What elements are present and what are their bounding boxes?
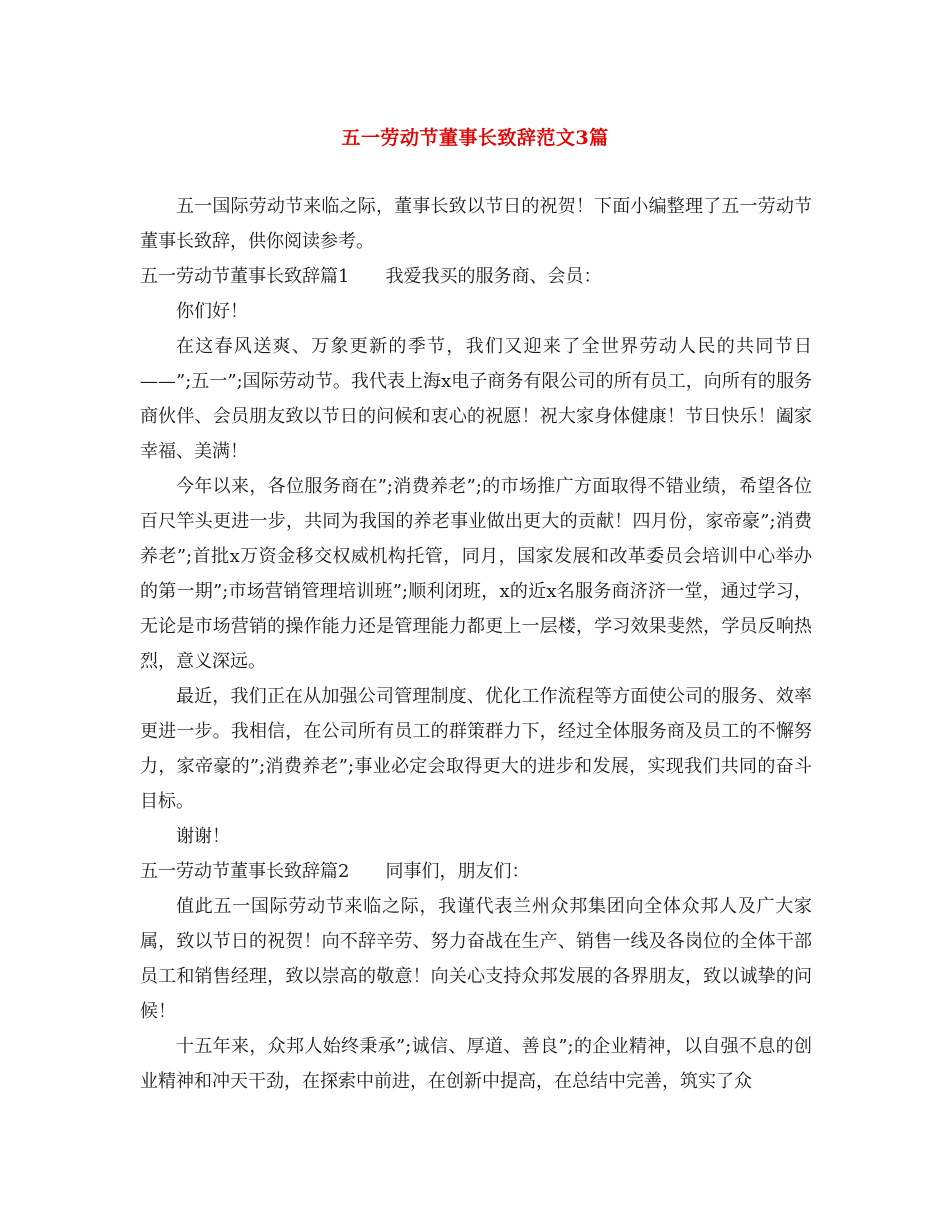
speech1-paragraph: 在这春风送爽、万象更新的季节，我们又迎来了全世界劳动人民的共同节日——”;五一”;国际劳动节。我代表上海x电子商务有限公司的所有员工，向所有的服务商伙伴、会员朋友致以节日的问候和衷心的祝愿！祝大家身体健康！节日快乐！阖家幸福、美满！	[140, 336, 812, 462]
speech1-heading-line	[140, 259, 812, 294]
speech1-heading: 五一劳动节董事长致辞篇1	[140, 266, 350, 287]
speech2-paragraph: 十五年来，众邦人始终秉承”;诚信、厚道、善良”;的企业精神，以自强不息的创业精神和冲天干劲，在探索中前进，在创新中提高，在总结中完善，筑实了众	[140, 1036, 812, 1092]
speech1-paragraph: 今年以来，各位服务商在”;消费养老”;的市场推广方面取得不错业绩，希望各位百尺竿头更进一步，共同为我国的养老事业做出更大的贡献！四月份，家帝豪”;消费养老”;首批x万资金移交权威机构托管，同月，国家发展和改革委员会培训中心举办的第一期”;市场营销管理培训班”;顺利闭班，x的近x名服务商济济一堂，通过学习，无论是市场营销的操作能力还是管理能力都更上一层楼，学习效果斐然，学员反响热烈，意义深远。	[140, 476, 812, 672]
speech1-closing: 谢谢！	[176, 826, 230, 847]
speech1-salutation: 我爱我买的服务商、会员：	[385, 266, 602, 287]
speech2-salutation: 同事们，朋友们：	[385, 861, 530, 882]
document-title: 五一劳动节董事长致辞范文3篇	[341, 127, 609, 149]
document-body	[140, 189, 812, 1099]
speech1-greeting: 你们好！	[176, 301, 248, 322]
speech2-heading-line	[140, 854, 812, 889]
speech2-paragraph: 值此五一国际劳动节来临之际，我谨代表兰州众邦集团向全体众邦人及广大家属，致以节日的祝贺！向不辞辛劳、努力奋战在生产、销售一线及各岗位的全体干部员工和销售经理，致以崇高的敬意！向关心支持众邦发展的各界朋友，致以诚挚的问候！	[140, 896, 812, 1022]
intro-paragraph: 五一国际劳动节来临之际，董事长致以节日的祝贺！下面小编整理了五一劳动节董事长致辞，供你阅读参考。	[140, 196, 812, 252]
speech2-heading: 五一劳动节董事长致辞篇2	[140, 861, 350, 882]
speech1-paragraph: 最近，我们正在从加强公司管理制度、优化工作流程等方面使公司的服务、效率更进一步。我相信，在公司所有员工的群策群力下，经过全体服务商及员工的不懈努力，家帝豪的”;消费养老”;事业必定会取得更大的进步和发展，实现我们共同的奋斗目标。	[140, 686, 812, 812]
